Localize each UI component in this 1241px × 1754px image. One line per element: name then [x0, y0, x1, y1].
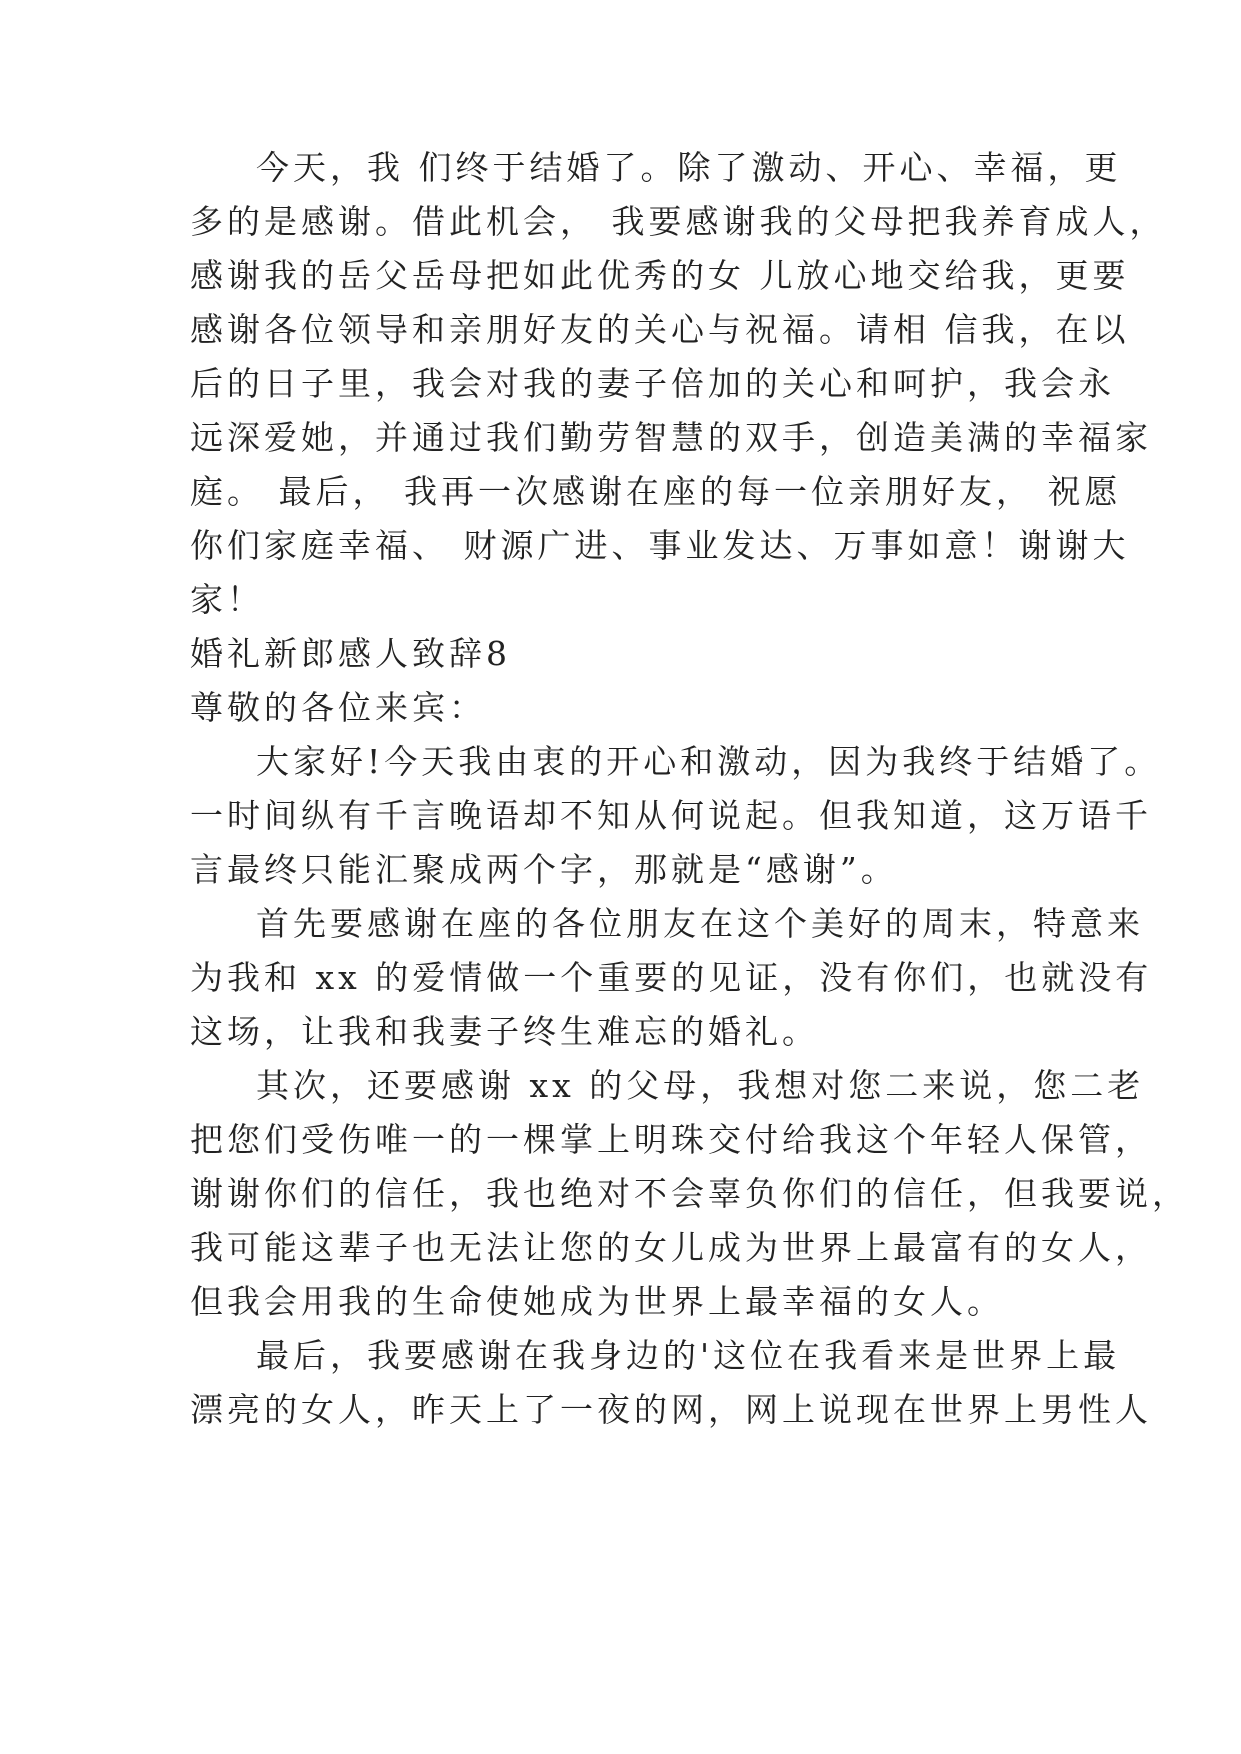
text-line: 庭。 最后， 我再一次感谢在座的每一位亲朋好友， 祝愿 — [190, 472, 1122, 511]
text-line: 漂亮的女人，昨天上了一夜的网，网上说现在世界上男性人 — [190, 1390, 1152, 1429]
text-line: 远深爱她，并通过我们勤劳智慧的双手，创造美满的幸福家 — [190, 418, 1152, 457]
text-line: 把您们受伤唯一的一棵掌上明珠交付给我这个年轻人保管， — [190, 1120, 1152, 1159]
text-line: 大家好!今天我由衷的开心和激动，因为我终于结婚了。 — [256, 742, 1162, 781]
salutation: 尊敬的各位来宾： — [190, 688, 486, 727]
text-line: 首先要感谢在座的各位朋友在这个美好的周末，特意来 — [256, 904, 1144, 943]
text-line: 一时间纵有千言晚语却不知从何说起。但我知道，这万语千 — [190, 796, 1152, 835]
text-line: 感谢我的岳父岳母把如此优秀的女 儿放心地交给我，更要 — [190, 256, 1130, 295]
text-line: 多的是感谢。借此机会， 我要感谢我的父母把我养育成人， — [190, 202, 1167, 241]
text-line: 谢谢你们的信任，我也绝对不会辜负你们的信任，但我要说， — [190, 1174, 1189, 1213]
text-line: 为我和 xx 的爱情做一个重要的见证，没有你们，也就没有 — [190, 958, 1153, 997]
text-line: 你们家庭幸福、 财源广进、事业发达、万事如意！谢谢大 — [190, 526, 1130, 565]
text-line: 但我会用我的生命使她成为世界上最幸福的女人。 — [190, 1282, 1004, 1321]
text-line: 感谢各位领导和亲朋好友的关心与祝福。请相 信我，在以 — [190, 310, 1130, 349]
text-line: 其次，还要感谢 xx 的父母，我想对您二来说，您二老 — [256, 1066, 1145, 1105]
section-heading: 婚礼新郎感人致辞8 — [190, 634, 511, 673]
text-line: 家！ — [190, 580, 264, 619]
text-line: 今天，我 们终于结婚了。除了激动、开心、幸福，更 — [256, 148, 1122, 187]
text-line: 言最终只能汇聚成两个字，那就是“感谢”。 — [190, 850, 898, 889]
text-line: 后的日子里，我会对我的妻子倍加的关心和呵护，我会永 — [190, 364, 1115, 403]
text-line: 这场，让我和我妻子终生难忘的婚礼。 — [190, 1012, 819, 1051]
text-line: 最后，我要感谢在我身边的'这位在我看来是世界上最 — [256, 1336, 1121, 1375]
text-line: 我可能这辈子也无法让您的女儿成为世界上最富有的女人， — [190, 1228, 1152, 1267]
